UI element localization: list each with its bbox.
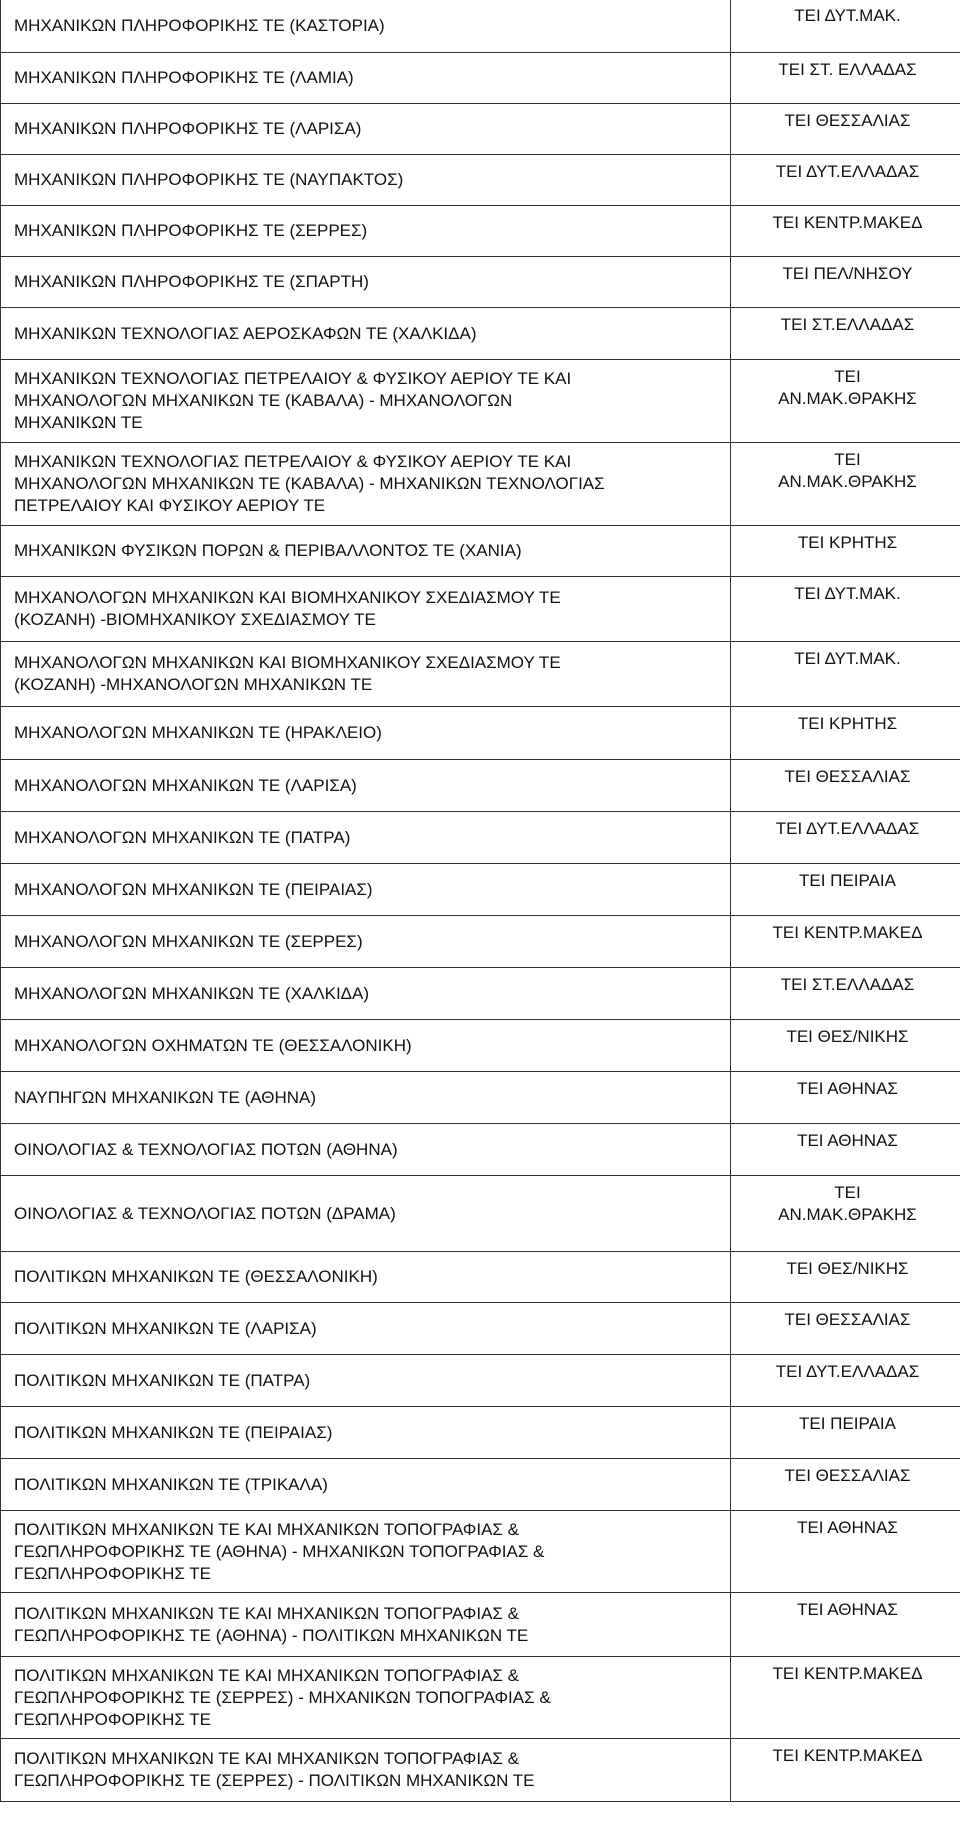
institution-text: ΤΕΙ ΠΕΙΡΑΙΑ (799, 871, 896, 890)
program-text: ΜΗΧΑΝΟΛΟΓΩΝ ΜΗΧΑΝΙΚΩΝ ΤΕ (ΛΑΡΙΣΑ) (14, 775, 357, 795)
institution-text: ΤΕΙ ΚΕΝΤΡ.ΜΑΚΕΔ (772, 923, 923, 942)
table-row (1, 1355, 960, 1407)
institution-text: ΤΕΙ ΔΥΤ.ΕΛΛΑΔΑΣ (775, 819, 920, 838)
table-row (1, 1303, 960, 1355)
institution-cell (731, 1593, 960, 1657)
institution-cell (731, 760, 960, 812)
program-cell (1, 443, 731, 526)
institution-cell (731, 1303, 960, 1355)
institution-cell (731, 642, 960, 707)
table-row (1, 1593, 960, 1657)
table-row (1, 1739, 960, 1802)
program-cell (1, 1252, 731, 1303)
program-text: ΠΟΛΙΤΙΚΩΝ ΜΗΧΑΝΙΚΩΝ ΤΕ ΚΑΙ ΜΗΧΑΝΙΚΩΝ ΤΟΠΟΓΡΑΦΙΑΣ & ΓΕΩΠΛΗΡΟΦΟΡΙΚΗΣ ΤΕ (ΑΘΗΝΑ) - ΠΟΛΙΤΙΚΩΝ ΜΗΧΑΝΙΚΩΝ ΤΕ (14, 1603, 529, 1645)
program-cell (1, 1593, 731, 1657)
program-text: ΟΙΝΟΛΟΓΙΑΣ & ΤΕΧΝΟΛΟΓΙΑΣ ΠΟΤΩΝ (ΔΡΑΜΑ) (14, 1203, 396, 1223)
table-row (1, 206, 960, 257)
program-cell (1, 1657, 731, 1739)
table-row (1, 760, 960, 812)
program-text: ΜΗΧΑΝΟΛΟΓΩΝ ΜΗΧΑΝΙΚΩΝ ΤΕ (ΣΕΡΡΕΣ) (14, 931, 363, 951)
table-row (1, 53, 960, 104)
institution-cell (731, 53, 960, 104)
institution-text: ΤΕΙ ΑΘΗΝΑΣ (797, 1131, 898, 1150)
program-cell (1, 1303, 731, 1355)
program-text: ΠΟΛΙΤΙΚΩΝ ΜΗΧΑΝΙΚΩΝ ΤΕ (ΘΕΣΣΑΛΟΝΙΚΗ) (14, 1267, 378, 1286)
institution-text: ΤΕΙ ΘΕΣ/ΝΙΚΗΣ (786, 1027, 909, 1046)
program-text: ΠΟΛΙΤΙΚΩΝ ΜΗΧΑΝΙΚΩΝ ΤΕ ΚΑΙ ΜΗΧΑΝΙΚΩΝ ΤΟΠΟΓΡΑΦΙΑΣ & ΓΕΩΠΛΗΡΟΦΟΡΙΚΗΣ ΤΕ (ΣΕΡΡΕΣ) - ΠΟΛΙΤΙΚΩΝ ΜΗΧΑΝΙΚΩΝ ΤΕ (14, 1749, 535, 1790)
program-text: ΜΗΧΑΝΟΛΟΓΩΝ ΜΗΧΑΝΙΚΩΝ ΚΑΙ ΒΙΟΜΗΧΑΝΙΚΟΥ ΣΧΕΔΙΑΣΜΟΥ ΤΕ (ΚΟΖΑΝΗ) -ΒΙΟΜΗΧΑΝΙΚΟΥ ΣΧΕΔΙΑΣΜΟΥ ΤΕ (14, 588, 561, 629)
institution-text: ΤΕΙ ΔΥΤ.ΜΑΚ. (794, 584, 901, 603)
table-row (1, 1407, 960, 1459)
institution-cell (731, 707, 960, 760)
institution-cell (731, 812, 960, 864)
institution-text: ΤΕΙ ΘΕΣ/ΝΙΚΗΣ (786, 1259, 909, 1278)
program-cell (1, 1072, 731, 1124)
program-text: ΜΗΧΑΝΙΚΩΝ ΦΥΣΙΚΩΝ ΠΟΡΩΝ & ΠΕΡΙΒΑΛΛΟΝΤΟΣ ΤΕ (ΧΑΝΙΑ) (14, 541, 522, 560)
table-row (1, 642, 960, 707)
institution-cell (731, 206, 960, 257)
table-row (1, 1072, 960, 1124)
table-row (1, 1020, 960, 1072)
table-row (1, 104, 960, 155)
program-cell (1, 1511, 731, 1593)
institution-text: ΤΕΙ ΔΥΤ.ΜΑΚ. (794, 6, 901, 25)
program-cell (1, 812, 731, 864)
program-cell (1, 760, 731, 812)
program-text: ΜΗΧΑΝΙΚΩΝ ΠΛΗΡΟΦΟΡΙΚΗΣ ΤΕ (ΣΠΑΡΤΗ) (14, 272, 369, 291)
program-text: ΜΗΧΑΝΙΚΩΝ ΤΕΧΝΟΛΟΓΙΑΣ ΠΕΤΡΕΛΑΙΟΥ & ΦΥΣΙΚΟΥ ΑΕΡΙΟΥ ΤΕ ΚΑΙ ΜΗΧΑΝΟΛΟΓΩΝ ΜΗΧΑΝΙΚΩΝ ΤΕ (ΚΑΒΑΛΑ) - ΜΗΧΑΝΙΚΩΝ ΤΕΧΝΟΛΟΓΙΑΣ ΠΕΤΡΕΛΑΙΟΥ ΚΑΙ ΦΥΣΙΚΟΥ ΑΕΡΙΟΥ ΤΕ (14, 452, 605, 515)
institution-text: ΤΕΙ ΑΘΗΝΑΣ (797, 1518, 898, 1537)
table-row (1, 812, 960, 864)
institution-cell (731, 0, 960, 53)
table-row (1, 1657, 960, 1739)
institution-text: ΤΕΙ ΚΕΝΤΡ.ΜΑΚΕΔ (772, 213, 923, 232)
institution-text: ΤΕΙ ΔΥΤ.ΕΛΛΑΔΑΣ (775, 162, 920, 181)
program-text: ΝΑΥΠΗΓΩΝ ΜΗΧΑΝΙΚΩΝ ΤΕ (ΑΘΗΝΑ) (14, 1087, 317, 1107)
program-text: ΜΗΧΑΝΟΛΟΓΩΝ ΜΗΧΑΝΙΚΩΝ ΤΕ (ΠΑΤΡΑ) (14, 827, 351, 847)
institution-cell (731, 155, 960, 206)
institution-cell (731, 1407, 960, 1459)
institution-text: ΤΕΙ ΣΤ. ΕΛΛΑΔΑΣ (778, 60, 917, 79)
program-text: ΠΟΛΙΤΙΚΩΝ ΜΗΧΑΝΙΚΩΝ ΤΕ (ΠΑΤΡΑ) (14, 1370, 311, 1390)
program-text: ΜΗΧΑΝΟΛΟΓΩΝ ΜΗΧΑΝΙΚΩΝ ΚΑΙ ΒΙΟΜΗΧΑΝΙΚΟΥ ΣΧΕΔΙΑΣΜΟΥ ΤΕ (ΚΟΖΑΝΗ) -ΜΗΧΑΝΟΛΟΓΩΝ ΜΗΧΑΝΙΚΩΝ ΤΕ (14, 653, 561, 694)
program-text: ΜΗΧΑΝΙΚΩΝ ΠΛΗΡΟΦΟΡΙΚΗΣ ΤΕ (ΝΑΥΠΑΚΤΟΣ) (14, 170, 404, 189)
table-row (1, 864, 960, 916)
program-text: ΜΗΧΑΝΟΛΟΓΩΝ ΜΗΧΑΝΙΚΩΝ ΤΕ (ΠΕΙΡΑΙΑΣ) (14, 879, 373, 899)
program-text: ΠΟΛΙΤΙΚΩΝ ΜΗΧΑΝΙΚΩΝ ΤΕ (ΛΑΡΙΣΑ) (14, 1318, 317, 1338)
institution-cell (731, 360, 960, 443)
program-text: ΜΗΧΑΝΟΛΟΓΩΝ ΟΧΗΜΑΤΩΝ ΤΕ (ΘΕΣΣΑΛΟΝΙΚΗ) (14, 1035, 412, 1055)
institution-text: ΤΕΙ ΘΕΣΣΑΛΙΑΣ (784, 767, 911, 786)
institution-text: ΤΕΙ ΘΕΣΣΑΛΙΑΣ (784, 1466, 911, 1485)
program-cell (1, 968, 731, 1020)
table-row (1, 1459, 960, 1511)
institution-text: ΤΕΙ ΘΕΣΣΑΛΙΑΣ (784, 111, 911, 130)
table-row (1, 257, 960, 308)
program-text: ΜΗΧΑΝΙΚΩΝ ΤΕΧΝΟΛΟΓΙΑΣ ΠΕΤΡΕΛΑΙΟΥ & ΦΥΣΙΚΟΥ ΑΕΡΙΟΥ ΤΕ ΚΑΙ ΜΗΧΑΝΟΛΟΓΩΝ ΜΗΧΑΝΙΚΩΝ ΤΕ (ΚΑΒΑΛΑ) - ΜΗΧΑΝΟΛΟΓΩΝ ΜΗΧΑΝΙΚΩΝ ΤΕ (14, 369, 572, 432)
institution-cell (731, 1020, 960, 1072)
program-cell (1, 1355, 731, 1407)
table-row (1, 916, 960, 968)
program-cell (1, 864, 731, 916)
institution-text: ΤΕΙ ΠΕΙΡΑΙΑ (799, 1414, 896, 1433)
institution-cell (731, 916, 960, 968)
table-row (1, 308, 960, 360)
program-cell (1, 155, 731, 206)
program-text: ΠΟΛΙΤΙΚΩΝ ΜΗΧΑΝΙΚΩΝ ΤΕ (ΤΡΙΚΑΛΑ) (14, 1474, 328, 1494)
program-text: ΠΟΛΙΤΙΚΩΝ ΜΗΧΑΝΙΚΩΝ ΤΕ (ΠΕΙΡΑΙΑΣ) (14, 1422, 333, 1442)
table-row (1, 968, 960, 1020)
institution-cell (731, 577, 960, 642)
institution-text: ΤΕΙ ΑΝ.ΜΑΚ.ΘΡΑΚΗΣ (778, 450, 917, 491)
institution-cell (731, 1355, 960, 1407)
table-row (1, 707, 960, 760)
program-cell (1, 1176, 731, 1252)
program-cell (1, 526, 731, 577)
program-text: ΟΙΝΟΛΟΓΙΑΣ & ΤΕΧΝΟΛΟΓΙΑΣ ΠΟΤΩΝ (ΑΘΗΝΑ) (14, 1139, 398, 1159)
institution-text: ΤΕΙ ΔΥΤ.ΕΛΛΑΔΑΣ (775, 1362, 920, 1381)
program-text: ΜΗΧΑΝΟΛΟΓΩΝ ΜΗΧΑΝΙΚΩΝ ΤΕ (ΧΑΛΚΙΔΑ) (14, 983, 370, 1003)
program-text: ΜΗΧΑΝΙΚΩΝ ΤΕΧΝΟΛΟΓΙΑΣ ΑΕΡΟΣΚΑΦΩΝ ΤΕ (ΧΑΛΚΙΔΑ) (14, 323, 477, 343)
program-text: ΜΗΧΑΝΙΚΩΝ ΠΛΗΡΟΦΟΡΙΚΗΣ ΤΕ (ΣΕΡΡΕΣ) (14, 221, 368, 240)
program-cell (1, 257, 731, 308)
program-cell (1, 1020, 731, 1072)
table-row (1, 1124, 960, 1176)
institution-text: ΤΕΙ ΣΤ.ΕΛΛΑΔΑΣ (780, 975, 915, 994)
program-cell (1, 707, 731, 760)
program-text: ΜΗΧΑΝΙΚΩΝ ΠΛΗΡΟΦΟΡΙΚΗΣ ΤΕ (ΛΑΜΙΑ) (14, 68, 354, 87)
institution-cell (731, 864, 960, 916)
table-row (1, 577, 960, 642)
institution-text: ΤΕΙ ΔΥΤ.ΜΑΚ. (794, 649, 901, 668)
program-cell (1, 206, 731, 257)
program-cell (1, 360, 731, 443)
program-cell (1, 1407, 731, 1459)
table-row (1, 155, 960, 206)
institution-cell (731, 1252, 960, 1303)
institution-text: ΤΕΙ ΠΕΛ/ΝΗΣΟΥ (782, 264, 913, 283)
institution-cell (731, 1511, 960, 1593)
table-row (1, 1252, 960, 1303)
institution-cell (731, 1459, 960, 1511)
institution-text: ΤΕΙ ΚΡΗΤΗΣ (797, 533, 898, 552)
program-cell (1, 104, 731, 155)
institution-text: ΤΕΙ ΚΕΝΤΡ.ΜΑΚΕΔ (772, 1664, 923, 1683)
program-text: ΠΟΛΙΤΙΚΩΝ ΜΗΧΑΝΙΚΩΝ ΤΕ ΚΑΙ ΜΗΧΑΝΙΚΩΝ ΤΟΠΟΓΡΑΦΙΑΣ & ΓΕΩΠΛΗΡΟΦΟΡΙΚΗΣ ΤΕ (ΣΕΡΡΕΣ) - ΜΗΧΑΝΙΚΩΝ ΤΟΠΟΓΡΑΦΙΑΣ & ΓΕΩΠΛΗΡΟΦΟΡΙΚΗΣ ΤΕ (14, 1665, 551, 1729)
institution-text: ΤΕΙ ΚΕΝΤΡ.ΜΑΚΕΔ (772, 1746, 923, 1765)
institution-cell (731, 1739, 960, 1802)
institution-text: ΤΕΙ ΣΤ.ΕΛΛΑΔΑΣ (780, 315, 915, 334)
program-text: ΠΟΛΙΤΙΚΩΝ ΜΗΧΑΝΙΚΩΝ ΤΕ ΚΑΙ ΜΗΧΑΝΙΚΩΝ ΤΟΠΟΓΡΑΦΙΑΣ & ΓΕΩΠΛΗΡΟΦΟΡΙΚΗΣ ΤΕ (ΑΘΗΝΑ) - ΜΗΧΑΝΙΚΩΝ ΤΟΠΟΓΡΑΦΙΑΣ & ΓΕΩΠΛΗΡΟΦΟΡΙΚΗΣ ΤΕ (14, 1519, 545, 1583)
institution-text: ΤΕΙ ΚΡΗΤΗΣ (797, 714, 898, 733)
institution-text: ΤΕΙ ΘΕΣΣΑΛΙΑΣ (784, 1310, 911, 1329)
institution-cell (731, 104, 960, 155)
institution-cell (731, 1072, 960, 1124)
table-row (1, 1511, 960, 1593)
institution-cell (731, 257, 960, 308)
institution-cell (731, 526, 960, 577)
table-row (1, 360, 960, 443)
program-cell (1, 1124, 731, 1176)
program-text: ΜΗΧΑΝΟΛΟΓΩΝ ΜΗΧΑΝΙΚΩΝ ΤΕ (ΗΡΑΚΛΕΙΟ) (14, 723, 382, 742)
institution-cell (731, 1124, 960, 1176)
program-cell (1, 916, 731, 968)
program-cell (1, 0, 731, 53)
program-text: ΜΗΧΑΝΙΚΩΝ ΠΛΗΡΟΦΟΡΙΚΗΣ ΤΕ (ΛΑΡΙΣΑ) (14, 119, 362, 138)
program-cell (1, 1739, 731, 1802)
table-row (1, 1176, 960, 1252)
table-row (1, 443, 960, 526)
program-cell (1, 53, 731, 104)
institution-cell (731, 1657, 960, 1739)
programs-table-body (1, 0, 960, 1802)
program-text: ΜΗΧΑΝΙΚΩΝ ΠΛΗΡΟΦΟΡΙΚΗΣ ΤΕ (ΚΑΣΤΟΡΙΑ) (14, 15, 385, 35)
institution-text: ΤΕΙ ΑΘΗΝΑΣ (797, 1079, 898, 1098)
institution-cell (731, 308, 960, 360)
program-cell (1, 642, 731, 707)
institution-text: ΤΕΙ ΑΝ.ΜΑΚ.ΘΡΑΚΗΣ (778, 1183, 917, 1224)
institution-cell (731, 443, 960, 526)
program-cell (1, 577, 731, 642)
institution-text: ΤΕΙ ΑΝ.ΜΑΚ.ΘΡΑΚΗΣ (778, 367, 917, 408)
institution-cell (731, 968, 960, 1020)
institution-cell (731, 1176, 960, 1252)
table-row (1, 526, 960, 577)
program-cell (1, 1459, 731, 1511)
table-row (1, 0, 960, 53)
program-cell (1, 308, 731, 360)
institution-text: ΤΕΙ ΑΘΗΝΑΣ (797, 1600, 898, 1619)
